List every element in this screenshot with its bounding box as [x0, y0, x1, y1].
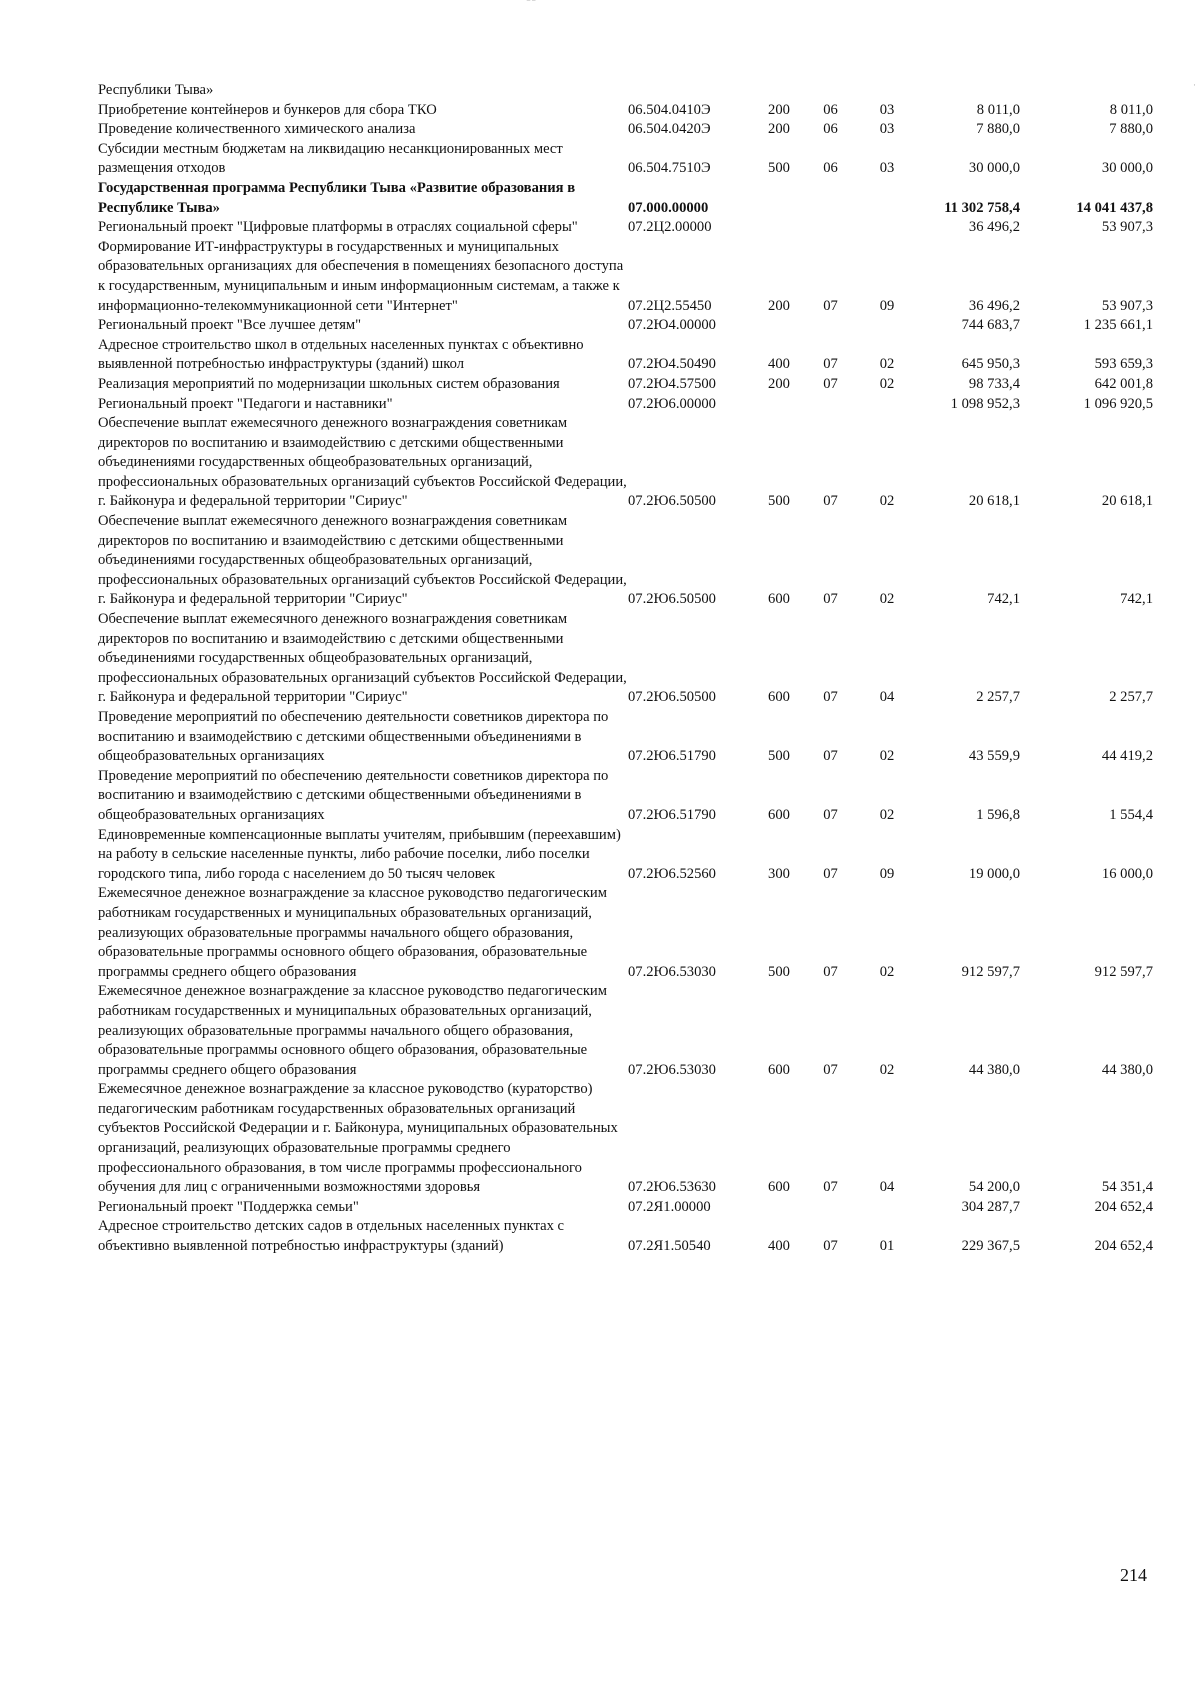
table-row	[98, 884, 1153, 982]
row-subsection: 03	[879, 121, 895, 138]
row-expense-type: 500	[768, 493, 790, 510]
row-name: Государственная программа Республики Тыва «Развитие образования в Республике Тыва»	[98, 179, 576, 216]
row-expense-type	[756, 316, 802, 336]
row-subsection: 04	[879, 689, 895, 706]
row-subsection: 02	[879, 963, 895, 980]
table-row	[98, 179, 1153, 218]
row-section: 07	[823, 748, 838, 765]
row-sum-year-2: 742,1	[1120, 591, 1153, 608]
row-section	[802, 1198, 859, 1218]
row-expense-type: 600	[768, 689, 790, 706]
row-section	[802, 395, 859, 415]
row-sum-year-2: 14 041 437,8	[1076, 199, 1153, 216]
row-subsection: 02	[879, 748, 895, 765]
row-expense-type: 300	[768, 865, 790, 882]
row-section: 07	[823, 963, 838, 980]
row-sum-year-2	[1020, 81, 1153, 101]
row-name: Ежемесячное денежное вознаграждение за классное руководство педагогическим работникам государственных и муниципальных образовательных организаций, реализующих образовательные программы начального общего образования, образовательные программы основного общего образования, образовательные программы среднего общего образования	[98, 983, 607, 1078]
row-code: 07.2Я1.00000	[628, 1198, 711, 1215]
row-subsection: 02	[879, 493, 895, 510]
row-sum-year-2: 204 652,4	[1094, 1198, 1153, 1215]
row-sum-year-2: 53 907,3	[1101, 219, 1153, 236]
row-code: 07.2Ц2.00000	[628, 219, 712, 236]
row-expense-type: 500	[768, 160, 790, 177]
row-sum-year-1: 19 000,0	[968, 865, 1020, 882]
row-expense-type: 200	[768, 101, 790, 118]
row-section: 07	[823, 493, 838, 510]
row-subsection: 02	[879, 1061, 895, 1078]
row-section: 07	[823, 689, 838, 706]
row-sum-year-2: 44 380,0	[1101, 1061, 1153, 1078]
row-expense-type: 500	[768, 963, 790, 980]
row-name: Единовременные компенсационные выплаты учителям, прибывшим (переехавшим) на работу в сельские населенные пункты, либо рабочие поселки, либо поселки городского типа, либо города с населением до 50 тысяч человек	[98, 826, 621, 882]
row-code: 07.2Ю6.53030	[628, 1061, 716, 1078]
row-code: 07.2Ю6.51790	[628, 748, 716, 765]
row-name: Региональный проект "Педагоги и наставники"	[98, 395, 393, 412]
table-row	[98, 708, 1153, 767]
row-expense-type: 200	[768, 297, 790, 314]
row-section: 06	[823, 101, 838, 118]
row-code: 06.504.0420Э	[628, 121, 711, 138]
row-sum-year-2: 1 235 661,1	[1083, 317, 1153, 334]
row-section: 07	[823, 297, 838, 314]
row-code: 06.504.7510Э	[628, 160, 711, 177]
row-code: 07.2Ю6.00000	[628, 395, 716, 412]
row-code: 07.2Ю6.51790	[628, 806, 716, 823]
row-sum-year-1: 44 380,0	[968, 1061, 1020, 1078]
row-subsection	[859, 395, 915, 415]
row-name: Ежемесячное денежное вознаграждение за классное руководство (кураторство) педагогическим работникам государственных образовательных организаций субъектов Российской Федерации и г. Байконура, муниципальных образовательных организаций, реализующих образовательные программы среднего профессионального образования, в том числе программы профессионального обучения для лиц с ограниченными возможностями здоровья	[98, 1081, 618, 1196]
row-sum-year-2: 204 652,4	[1094, 1238, 1153, 1255]
table-row	[98, 982, 1153, 1080]
row-expense-type	[756, 395, 802, 415]
table-row	[98, 120, 1153, 140]
row-code: 06.504.0410Э	[628, 101, 711, 118]
row-section	[802, 81, 859, 101]
row-expense-type: 600	[768, 591, 790, 608]
table-row	[98, 512, 1153, 610]
row-sum-year-1	[915, 81, 1020, 101]
row-sum-year-1: 98 733,4	[968, 375, 1020, 392]
budget-table-body	[98, 81, 1153, 1257]
row-sum-year-1: 54 200,0	[968, 1179, 1020, 1196]
row-sum-year-1: 36 496,2	[968, 219, 1020, 236]
row-name: Обеспечение выплат ежемесячного денежного вознаграждения советникам директоров по воспитанию и взаимодействию с детскими общественными объединениями государственных общеобразовательных организаций, профессиональных образовательных организаций субъектов Российской Федерации, г. Байконура и федеральной территории "Сириус"	[98, 611, 627, 706]
row-subsection	[859, 81, 915, 101]
row-subsection: 02	[879, 375, 895, 392]
row-subsection: 03	[879, 160, 895, 177]
row-expense-type: 200	[768, 121, 790, 138]
row-code: 07.000.00000	[628, 199, 709, 216]
row-sum-year-1: 2 257,7	[976, 689, 1020, 706]
row-sum-year-1: 1 098 952,3	[950, 395, 1020, 412]
row-sum-year-1: 1 596,8	[976, 806, 1020, 823]
table-row	[98, 101, 1153, 121]
row-sum-year-1: 7 880,0	[976, 121, 1020, 138]
row-name: Адресное строительство школ в отдельных населенных пунктах с объективно выявленной потребностью инфраструктуры (зданий) школ	[98, 336, 584, 373]
table-row	[98, 610, 1153, 708]
row-sum-year-2: 7 880,0	[1109, 121, 1153, 138]
row-code: 07.2Ю4.50490	[628, 356, 716, 373]
row-section	[802, 179, 859, 218]
row-section: 07	[823, 591, 838, 608]
row-name: Формирование ИТ-инфраструктуры в государственных и муниципальных образовательных организациях для обеспечения в помещениях безопасного доступа к государственным, муниципальным и иным информационным системам, а также к информационно-телекоммуникационной сети "Интернет"	[98, 238, 624, 314]
row-sum-year-1: 43 559,9	[968, 748, 1020, 765]
row-section: 07	[823, 375, 838, 392]
row-section: 06	[823, 121, 838, 138]
row-subsection: 02	[879, 356, 895, 373]
row-expense-type	[756, 1198, 802, 1218]
table-row	[98, 767, 1153, 826]
row-sum-year-1: 20 618,1	[968, 493, 1020, 510]
row-subsection: 02	[879, 806, 895, 823]
row-sum-year-1: 742,1	[987, 591, 1020, 608]
table-row	[98, 1217, 1153, 1256]
row-subsection: 03	[879, 101, 895, 118]
row-expense-type	[756, 179, 802, 218]
row-sum-year-1: 30 000,0	[968, 160, 1020, 177]
row-expense-type: 600	[768, 806, 790, 823]
scan-artifact: ‾ ‾	[527, 0, 536, 10]
table-row	[98, 1080, 1153, 1198]
row-name: Обеспечение выплат ежемесячного денежного вознаграждения советникам директоров по воспитанию и взаимодействию с детскими общественными объединениями государственных общеобразовательных организаций, профессиональных образовательных организаций субъектов Российской Федерации, г. Байконура и федеральной территории "Сириус"	[98, 513, 627, 608]
row-sum-year-1: 744 683,7	[961, 317, 1020, 334]
table-row	[98, 316, 1153, 336]
row-sum-year-2: 44 419,2	[1101, 748, 1153, 765]
row-expense-type: 200	[768, 375, 790, 392]
table-row	[98, 218, 1153, 238]
row-code: 07.2Я1.50540	[628, 1238, 711, 1255]
page-number: 214	[1120, 1565, 1147, 1585]
row-subsection: 01	[879, 1238, 895, 1255]
row-sum-year-2: 20 618,1	[1101, 493, 1153, 510]
row-name: Региональный проект "Поддержка семьи"	[98, 1198, 359, 1215]
row-section: 07	[823, 806, 838, 823]
row-expense-type	[756, 81, 802, 101]
row-subsection: 02	[879, 591, 895, 608]
row-sum-year-2: 642 001,8	[1094, 375, 1153, 392]
row-sum-year-2: 593 659,3	[1094, 356, 1153, 373]
row-expense-type: 600	[768, 1061, 790, 1078]
table-row	[98, 375, 1153, 395]
row-name: Адресное строительство детских садов в отдельных населенных пунктах с объективно выявленной потребностью инфраструктуры (зданий)	[98, 1218, 565, 1255]
row-sum-year-2: 8 011,0	[1109, 101, 1153, 118]
row-section: 07	[823, 865, 838, 882]
row-section	[802, 316, 859, 336]
row-code: 07.2Ю6.52560	[628, 865, 716, 882]
row-section: 07	[823, 1238, 838, 1255]
row-name: Региональный проект "Цифровые платформы в отраслях социальной сферы"	[98, 219, 578, 236]
row-name: Субсидии местным бюджетам на ликвидацию несанкционированных мест размещения отходов	[98, 140, 563, 177]
row-sum-year-2: 912 597,7	[1094, 963, 1153, 980]
table-row	[98, 414, 1153, 512]
row-sum-year-1: 912 597,7	[961, 963, 1020, 980]
row-sum-year-1: 8 011,0	[976, 101, 1020, 118]
row-subsection: 09	[879, 865, 895, 882]
row-section: 07	[823, 356, 838, 373]
row-section: 06	[823, 160, 838, 177]
row-code: 07.2Ю6.50500	[628, 689, 716, 706]
row-code: 07.2Ю4.00000	[628, 317, 716, 334]
row-name: Реализация мероприятий по модернизации школьных систем образования	[98, 375, 560, 392]
row-subsection	[859, 218, 915, 238]
row-name: Региональный проект "Все лучшее детям"	[98, 317, 362, 334]
row-subsection	[859, 179, 915, 218]
row-code: 07.2Ю6.53630	[628, 1179, 716, 1196]
row-name: Приобретение контейнеров и бункеров для сбора ТКО	[98, 101, 437, 118]
table-row	[98, 238, 1153, 316]
row-name: Проведение мероприятий по обеспечению деятельности советников директора по воспитанию и взаимодействию с детскими общественными объединениями в общеобразовательных организациях	[98, 767, 609, 823]
row-sum-year-1: 645 950,3	[961, 356, 1020, 373]
row-sum-year-2: 1 096 920,5	[1083, 395, 1153, 412]
row-name: Республики Тыва»	[98, 82, 214, 98]
row-code: 07.2Ю6.50500	[628, 493, 716, 510]
row-code: 07.2Ю6.50500	[628, 591, 716, 608]
row-sum-year-2: 1 554,4	[1109, 806, 1153, 823]
row-sum-year-1: 304 287,7	[961, 1198, 1020, 1215]
row-expense-type: 600	[768, 1179, 790, 1196]
row-section	[802, 218, 859, 238]
row-subsection	[859, 1198, 915, 1218]
budget-table	[98, 81, 1153, 1257]
row-subsection	[859, 316, 915, 336]
row-sum-year-1: 229 367,5	[961, 1238, 1020, 1255]
table-row	[98, 826, 1153, 885]
row-name: Ежемесячное денежное вознаграждение за классное руководство педагогическим работникам государственных и муниципальных образовательных организаций, реализующих образовательные программы начального общего образования, образовательные программы основного общего образования, образовательные программы среднего общего образования	[98, 885, 607, 980]
row-expense-type	[756, 218, 802, 238]
row-code: 07.2Ю6.53030	[628, 963, 716, 980]
row-code	[628, 81, 756, 101]
table-row	[98, 336, 1153, 375]
row-subsection: 04	[879, 1179, 895, 1196]
row-sum-year-1: 36 496,2	[968, 297, 1020, 314]
row-code: 07.2Ю4.57500	[628, 375, 716, 392]
scan-edge-artifact: ·	[1193, 80, 1196, 90]
row-sum-year-2: 30 000,0	[1101, 160, 1153, 177]
row-sum-year-2: 16 000,0	[1101, 865, 1153, 882]
table-row	[98, 140, 1153, 179]
row-name: Обеспечение выплат ежемесячного денежного вознаграждения советникам директоров по воспитанию и взаимодействию с детскими общественными объединениями государственных общеобразовательных организаций, профессиональных образовательных организаций субъектов Российской Федерации, г. Байконура и федеральной территории "Сириус"	[98, 415, 627, 510]
row-expense-type: 400	[768, 1238, 790, 1255]
row-name: Проведение количественного химического анализа	[98, 121, 416, 138]
row-sum-year-2: 54 351,4	[1101, 1179, 1153, 1196]
row-section: 07	[823, 1179, 838, 1196]
table-row	[98, 395, 1153, 415]
row-sum-year-1: 11 302 758,4	[944, 199, 1020, 216]
row-subsection: 09	[879, 297, 895, 314]
row-expense-type: 500	[768, 748, 790, 765]
row-sum-year-2: 53 907,3	[1101, 297, 1153, 314]
row-code: 07.2Ц2.55450	[628, 297, 712, 314]
row-sum-year-2: 2 257,7	[1109, 689, 1153, 706]
table-row	[98, 1198, 1153, 1218]
row-expense-type: 400	[768, 356, 790, 373]
row-name: Проведение мероприятий по обеспечению деятельности советников директора по воспитанию и взаимодействию с детскими общественными объединениями в общеобразовательных организациях	[98, 709, 609, 765]
table-row	[98, 81, 1153, 101]
row-section: 07	[823, 1061, 838, 1078]
